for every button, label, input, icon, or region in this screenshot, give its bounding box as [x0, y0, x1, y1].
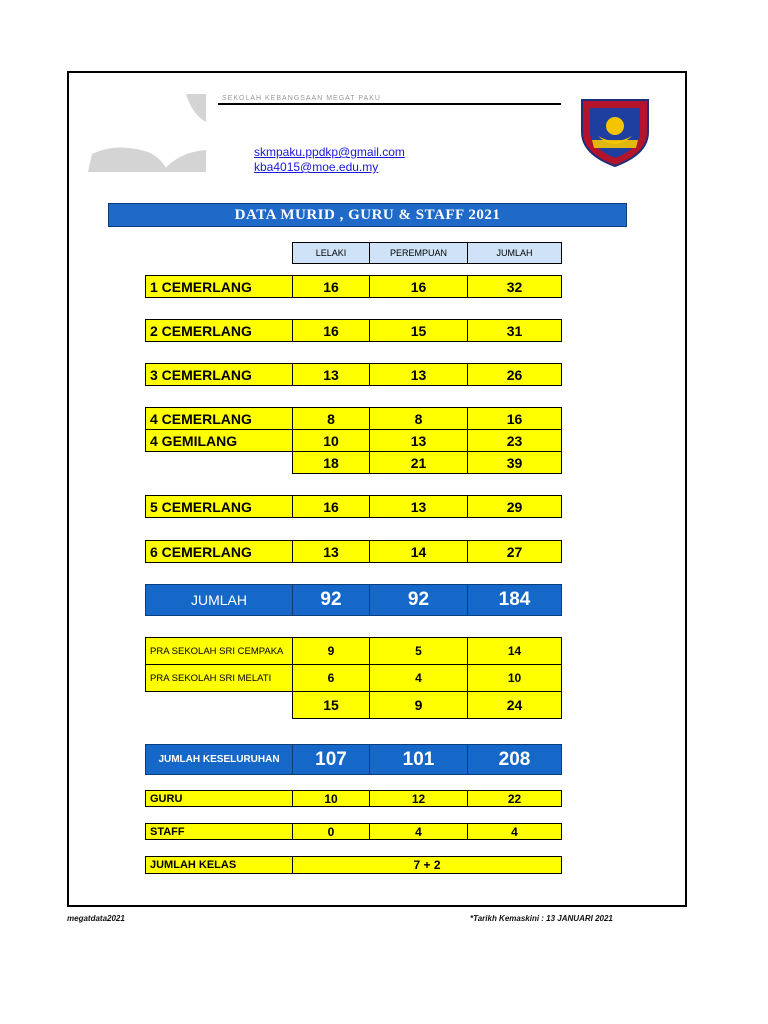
pra-label: PRA SEKOLAH SRI MELATI — [145, 664, 293, 692]
document-frame — [67, 71, 687, 907]
cell-jumlah: 23 — [467, 429, 562, 452]
kelas-label: JUMLAH KELAS — [145, 856, 293, 874]
row-label: 1 CEMERLANG — [145, 275, 293, 298]
pra-perempuan: 4 — [369, 664, 468, 692]
jumlah-jumlah: 184 — [467, 584, 562, 616]
footer-updated-date: *Tarikh Kemaskini : 13 JANUARI 2021 — [470, 914, 613, 923]
pra-subtotal-lelaki: 15 — [292, 691, 370, 719]
staff-jumlah: 4 — [467, 823, 562, 840]
page-title: DATA MURID , GURU & STAFF 2021 — [108, 203, 627, 227]
cell-lelaki: 13 — [292, 363, 370, 386]
email-link-2[interactable]: kba4015@moe.edu.my — [254, 160, 379, 174]
col-header-jumlah: JUMLAH — [467, 242, 562, 264]
guru-label: GURU — [145, 790, 293, 807]
row-label: 3 CEMERLANG — [145, 363, 293, 386]
guru-perempuan: 12 — [369, 790, 468, 807]
row-label: 4 CEMERLANG — [145, 407, 293, 430]
cell-lelaki: 8 — [292, 407, 370, 430]
guru-jumlah: 22 — [467, 790, 562, 807]
pra-subtotal-jumlah: 24 — [467, 691, 562, 719]
email-link-1[interactable]: skmpaku.ppdkp@gmail.com — [254, 145, 405, 159]
row-label: 2 CEMERLANG — [145, 319, 293, 342]
jumlah-label: JUMLAH — [145, 584, 293, 616]
pra-label: PRA SEKOLAH SRI CEMPAKA — [145, 637, 293, 665]
cell-perempuan: 13 — [369, 495, 468, 518]
guru-lelaki: 10 — [292, 790, 370, 807]
row-label: 5 CEMERLANG — [145, 495, 293, 518]
cell-perempuan: 13 — [369, 429, 468, 452]
header-rule — [218, 103, 561, 105]
pra-jumlah: 14 — [467, 637, 562, 665]
kelas-value: 7 + 2 — [292, 856, 562, 874]
cell-perempuan: 13 — [369, 363, 468, 386]
cell-lelaki: 10 — [292, 429, 370, 452]
keseluruhan-label: JUMLAH KESELURUHAN — [145, 744, 293, 775]
col-header-lelaki: LELAKI — [292, 242, 370, 264]
cell-perempuan: 14 — [369, 540, 468, 563]
school-name-faint: SEKOLAH KEBANGSAAN MEGAT PAKU — [222, 95, 381, 102]
pra-lelaki: 9 — [292, 637, 370, 665]
cell-perempuan: 15 — [369, 319, 468, 342]
jumlah-lelaki: 92 — [292, 584, 370, 616]
subtotal-lelaki: 18 — [292, 451, 370, 474]
staff-perempuan: 4 — [369, 823, 468, 840]
col-header-perempuan: PEREMPUAN — [369, 242, 468, 264]
decorative-shapes — [88, 94, 208, 174]
subtotal-jumlah: 39 — [467, 451, 562, 474]
cell-jumlah: 31 — [467, 319, 562, 342]
cell-jumlah: 27 — [467, 540, 562, 563]
cell-lelaki: 16 — [292, 275, 370, 298]
staff-label: STAFF — [145, 823, 293, 840]
keseluruhan-jumlah: 208 — [467, 744, 562, 775]
cell-jumlah: 26 — [467, 363, 562, 386]
cell-lelaki: 16 — [292, 495, 370, 518]
row-label: 4 GEMILANG — [145, 429, 293, 452]
cell-jumlah: 16 — [467, 407, 562, 430]
pra-perempuan: 5 — [369, 637, 468, 665]
subtotal-perempuan: 21 — [369, 451, 468, 474]
cell-jumlah: 32 — [467, 275, 562, 298]
pra-subtotal-perempuan: 9 — [369, 691, 468, 719]
keseluruhan-lelaki: 107 — [292, 744, 370, 775]
jumlah-perempuan: 92 — [369, 584, 468, 616]
pra-lelaki: 6 — [292, 664, 370, 692]
footer-left: megatdata2021 — [67, 914, 125, 923]
cell-lelaki: 13 — [292, 540, 370, 563]
cell-perempuan: 16 — [369, 275, 468, 298]
school-crest-logo — [578, 92, 652, 168]
staff-lelaki: 0 — [292, 823, 370, 840]
row-label: 6 CEMERLANG — [145, 540, 293, 563]
keseluruhan-perempuan: 101 — [369, 744, 468, 775]
cell-perempuan: 8 — [369, 407, 468, 430]
pra-jumlah: 10 — [467, 664, 562, 692]
cell-jumlah: 29 — [467, 495, 562, 518]
cell-lelaki: 16 — [292, 319, 370, 342]
